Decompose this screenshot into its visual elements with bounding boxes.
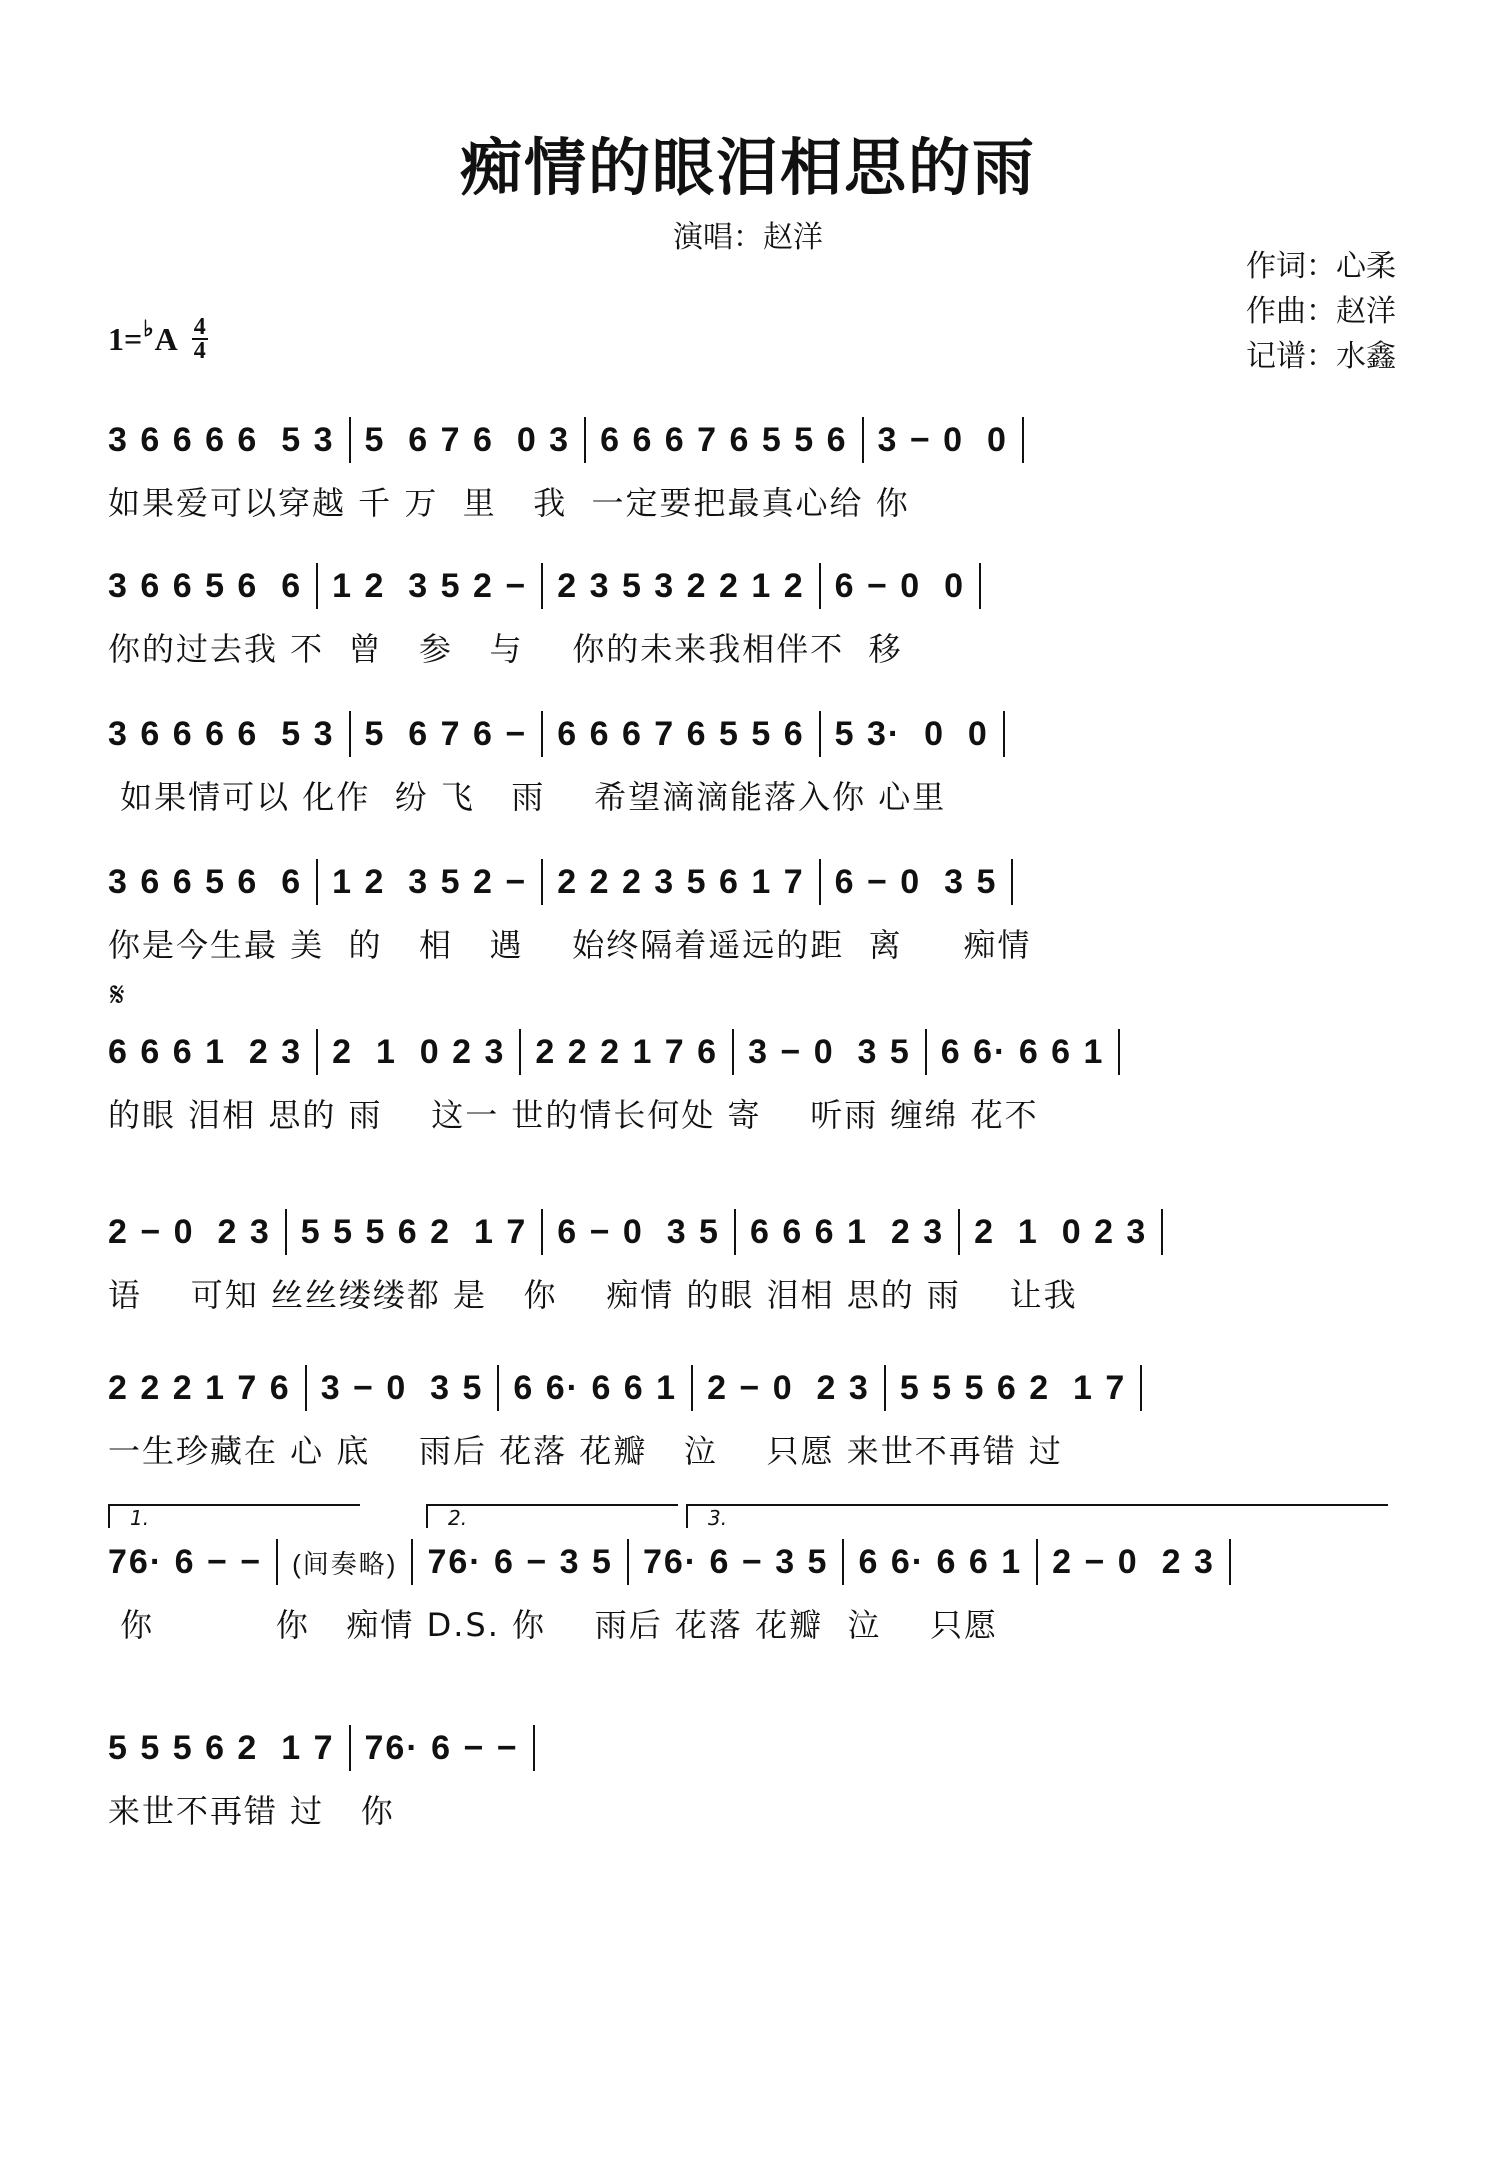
measure: 6 − 0 3 5 [557,1212,720,1251]
measure: 3 6 6 5 6 6 [108,862,303,901]
lyrics-line: 如果爱可以穿越 千 万 里 我 一定要把最真心给 你 [108,484,910,522]
bar-line [584,417,586,463]
bar-line [316,1029,318,1075]
bar-line [1003,711,1005,757]
bar-line [541,1209,543,1255]
key-note: A [154,320,178,357]
lyrics-line: 语 可知 丝丝缕缕都 是 你 痴情 的眼 泪相 思的 雨 让我 [108,1276,1078,1314]
bar-line [862,417,864,463]
measure: 6 6 6 1 2 3 [108,1032,303,1071]
measure: 3 6 6 6 6 5 3 [108,714,335,753]
lyrics-line: 你的过去我 不 曾 参 与 你的未来我相伴不 移 [108,630,903,668]
lyrics-line: 如果情可以 化作 纷 飞 雨 希望滴滴能落入你 心里 [108,778,947,816]
measure: 2 3 5 3 2 2 1 2 [557,566,805,605]
measure: 6 6 6 7 6 5 5 6 [557,714,805,753]
measure: 2 2 2 1 7 6 [535,1032,719,1071]
bar-line [349,1725,351,1771]
key-signature [108,316,208,362]
measure: 3 6 6 5 6 6 [108,566,303,605]
page-title: 痴情的眼泪相思的雨 [459,131,1036,204]
bar-line [1022,417,1024,463]
bar-line [285,1209,287,1255]
notation-line [108,1200,1392,1264]
lyrics-line: 一生珍藏在 心 底 雨后 花落 花瓣 泣 只愿 来世不再错 过 [108,1432,1063,1470]
measure: 6 6 6 1 2 3 [749,1212,945,1251]
score-system-4 [108,850,1392,966]
score-system-5 [108,1020,1392,1136]
lyrics-line: 的眼 泪相 思的 雨 这一 世的情长何处 寄 听雨 缠绵 花不 [108,1096,1039,1134]
measure: 3 − 0 3 5 [320,1368,484,1407]
bar-line [958,1209,960,1255]
measure: 5 5 5 6 2 1 7 [108,1728,335,1767]
measure: 6 − 0 3 5 [834,862,998,901]
notation-line [108,1530,1392,1594]
composer: 作曲：赵洋 [1246,294,1396,329]
bar-line [1118,1029,1120,1075]
bar-line [1140,1365,1142,1411]
score-system-8 [108,1506,1392,1646]
score-system-9 [108,1716,1392,1832]
measure: 2 − 0 2 3 [108,1212,271,1251]
bar-line [1036,1539,1038,1585]
lyrics-line: 你 你 痴情 D.S. 你 雨后 花落 花瓣 泣 只愿 [108,1606,999,1644]
bar-line [842,1539,844,1585]
score-system-7 [108,1356,1392,1472]
measure: 5 6 7 6 − [364,714,528,753]
bar-line [349,417,351,463]
bar-line [819,859,821,905]
bar-line [533,1725,535,1771]
measure: 6 6· 6 6 1 [940,1032,1105,1071]
measure: 3 − 0 3 5 [748,1032,911,1071]
key-prefix: 1= [108,320,143,357]
flat-icon: ♭ [143,316,154,341]
score-system-1 [108,408,1392,524]
time-bottom: 4 [193,338,206,364]
bar-line [541,859,543,905]
measure: 76· 6 − − [364,1728,519,1767]
notation-line [108,850,1392,914]
bar-line [884,1365,886,1411]
measure: 76· 6 − 3 5 [427,1542,613,1581]
measure: 3 6 6 6 6 5 3 [108,420,335,459]
measure: 2 1 0 2 3 [974,1212,1148,1251]
bar-line [411,1539,413,1585]
bar-line [1011,859,1013,905]
measure: 2 2 2 1 7 6 [108,1368,291,1407]
score-system-3 [108,702,1392,818]
bar-line [979,563,981,609]
notation-line [108,1716,1392,1780]
measure: 6 6 6 7 6 5 5 6 [600,420,848,459]
time-top: 4 [193,314,206,340]
measure: (间奏略) [292,1548,398,1579]
bar-line [316,563,318,609]
bar-line [316,859,318,905]
bar-line [1229,1539,1231,1585]
measure: 5 6 7 6 0 3 [364,420,571,459]
bar-line [541,563,543,609]
measure: 76· 6 − 3 5 [642,1542,829,1581]
measure: 1 2 3 5 2 − [332,566,528,605]
bar-line [497,1365,499,1411]
measure: 5 5 5 6 2 1 7 [899,1368,1127,1407]
bar-line [305,1365,307,1411]
credits [1246,244,1396,379]
measure: 5 5 5 6 2 1 7 [300,1212,528,1251]
measure: 76· 6 − − [108,1542,263,1581]
notation-line [108,1020,1392,1084]
measure: 6 6· 6 6 1 [513,1368,678,1407]
measure: 2 − 0 2 3 [707,1368,870,1407]
measure: 2 1 0 2 3 [332,1032,506,1071]
notation-line [108,554,1392,618]
bar-line [925,1029,927,1075]
transcriber: 记谱：水鑫 [1246,339,1396,374]
volta-bracket: 2. [426,1504,678,1528]
singer: 演唱：赵洋 [673,220,823,255]
bar-line [276,1539,278,1585]
measure: 2 − 0 2 3 [1052,1542,1215,1581]
volta-bracket: 1. [108,1504,360,1528]
measure: 5 3· 0 0 [834,714,989,753]
lyrics-line: 你是今生最 美 的 相 遇 始终隔着遥远的距 离 痴情 [108,926,1032,964]
bar-line [734,1209,736,1255]
bar-line [691,1365,693,1411]
score-system-6 [108,1200,1392,1316]
bar-line [819,711,821,757]
lyricist: 作词：心柔 [1246,249,1396,284]
segno-icon: 𝄋 [110,975,125,1015]
score-system-2 [108,554,1392,670]
bar-line [732,1029,734,1075]
bar-line [627,1539,629,1585]
bar-line [541,711,543,757]
time-signature [192,316,208,362]
volta-bracket: 3. [686,1504,1388,1528]
bar-line [349,711,351,757]
bar-line [519,1029,521,1075]
measure: 1 2 3 5 2 − [332,862,528,901]
bar-line [1161,1209,1163,1255]
measure: 6 6· 6 6 1 [858,1542,1023,1581]
measure: 6 − 0 0 [834,566,966,605]
measure: 2 2 2 3 5 6 1 7 [557,862,805,901]
lyrics-line: 来世不再错 过 你 [108,1792,395,1830]
bar-line [819,563,821,609]
notation-line [108,1356,1392,1420]
notation-line [108,702,1392,766]
measure: 3 − 0 0 [877,420,1008,459]
notation-line [108,408,1392,472]
